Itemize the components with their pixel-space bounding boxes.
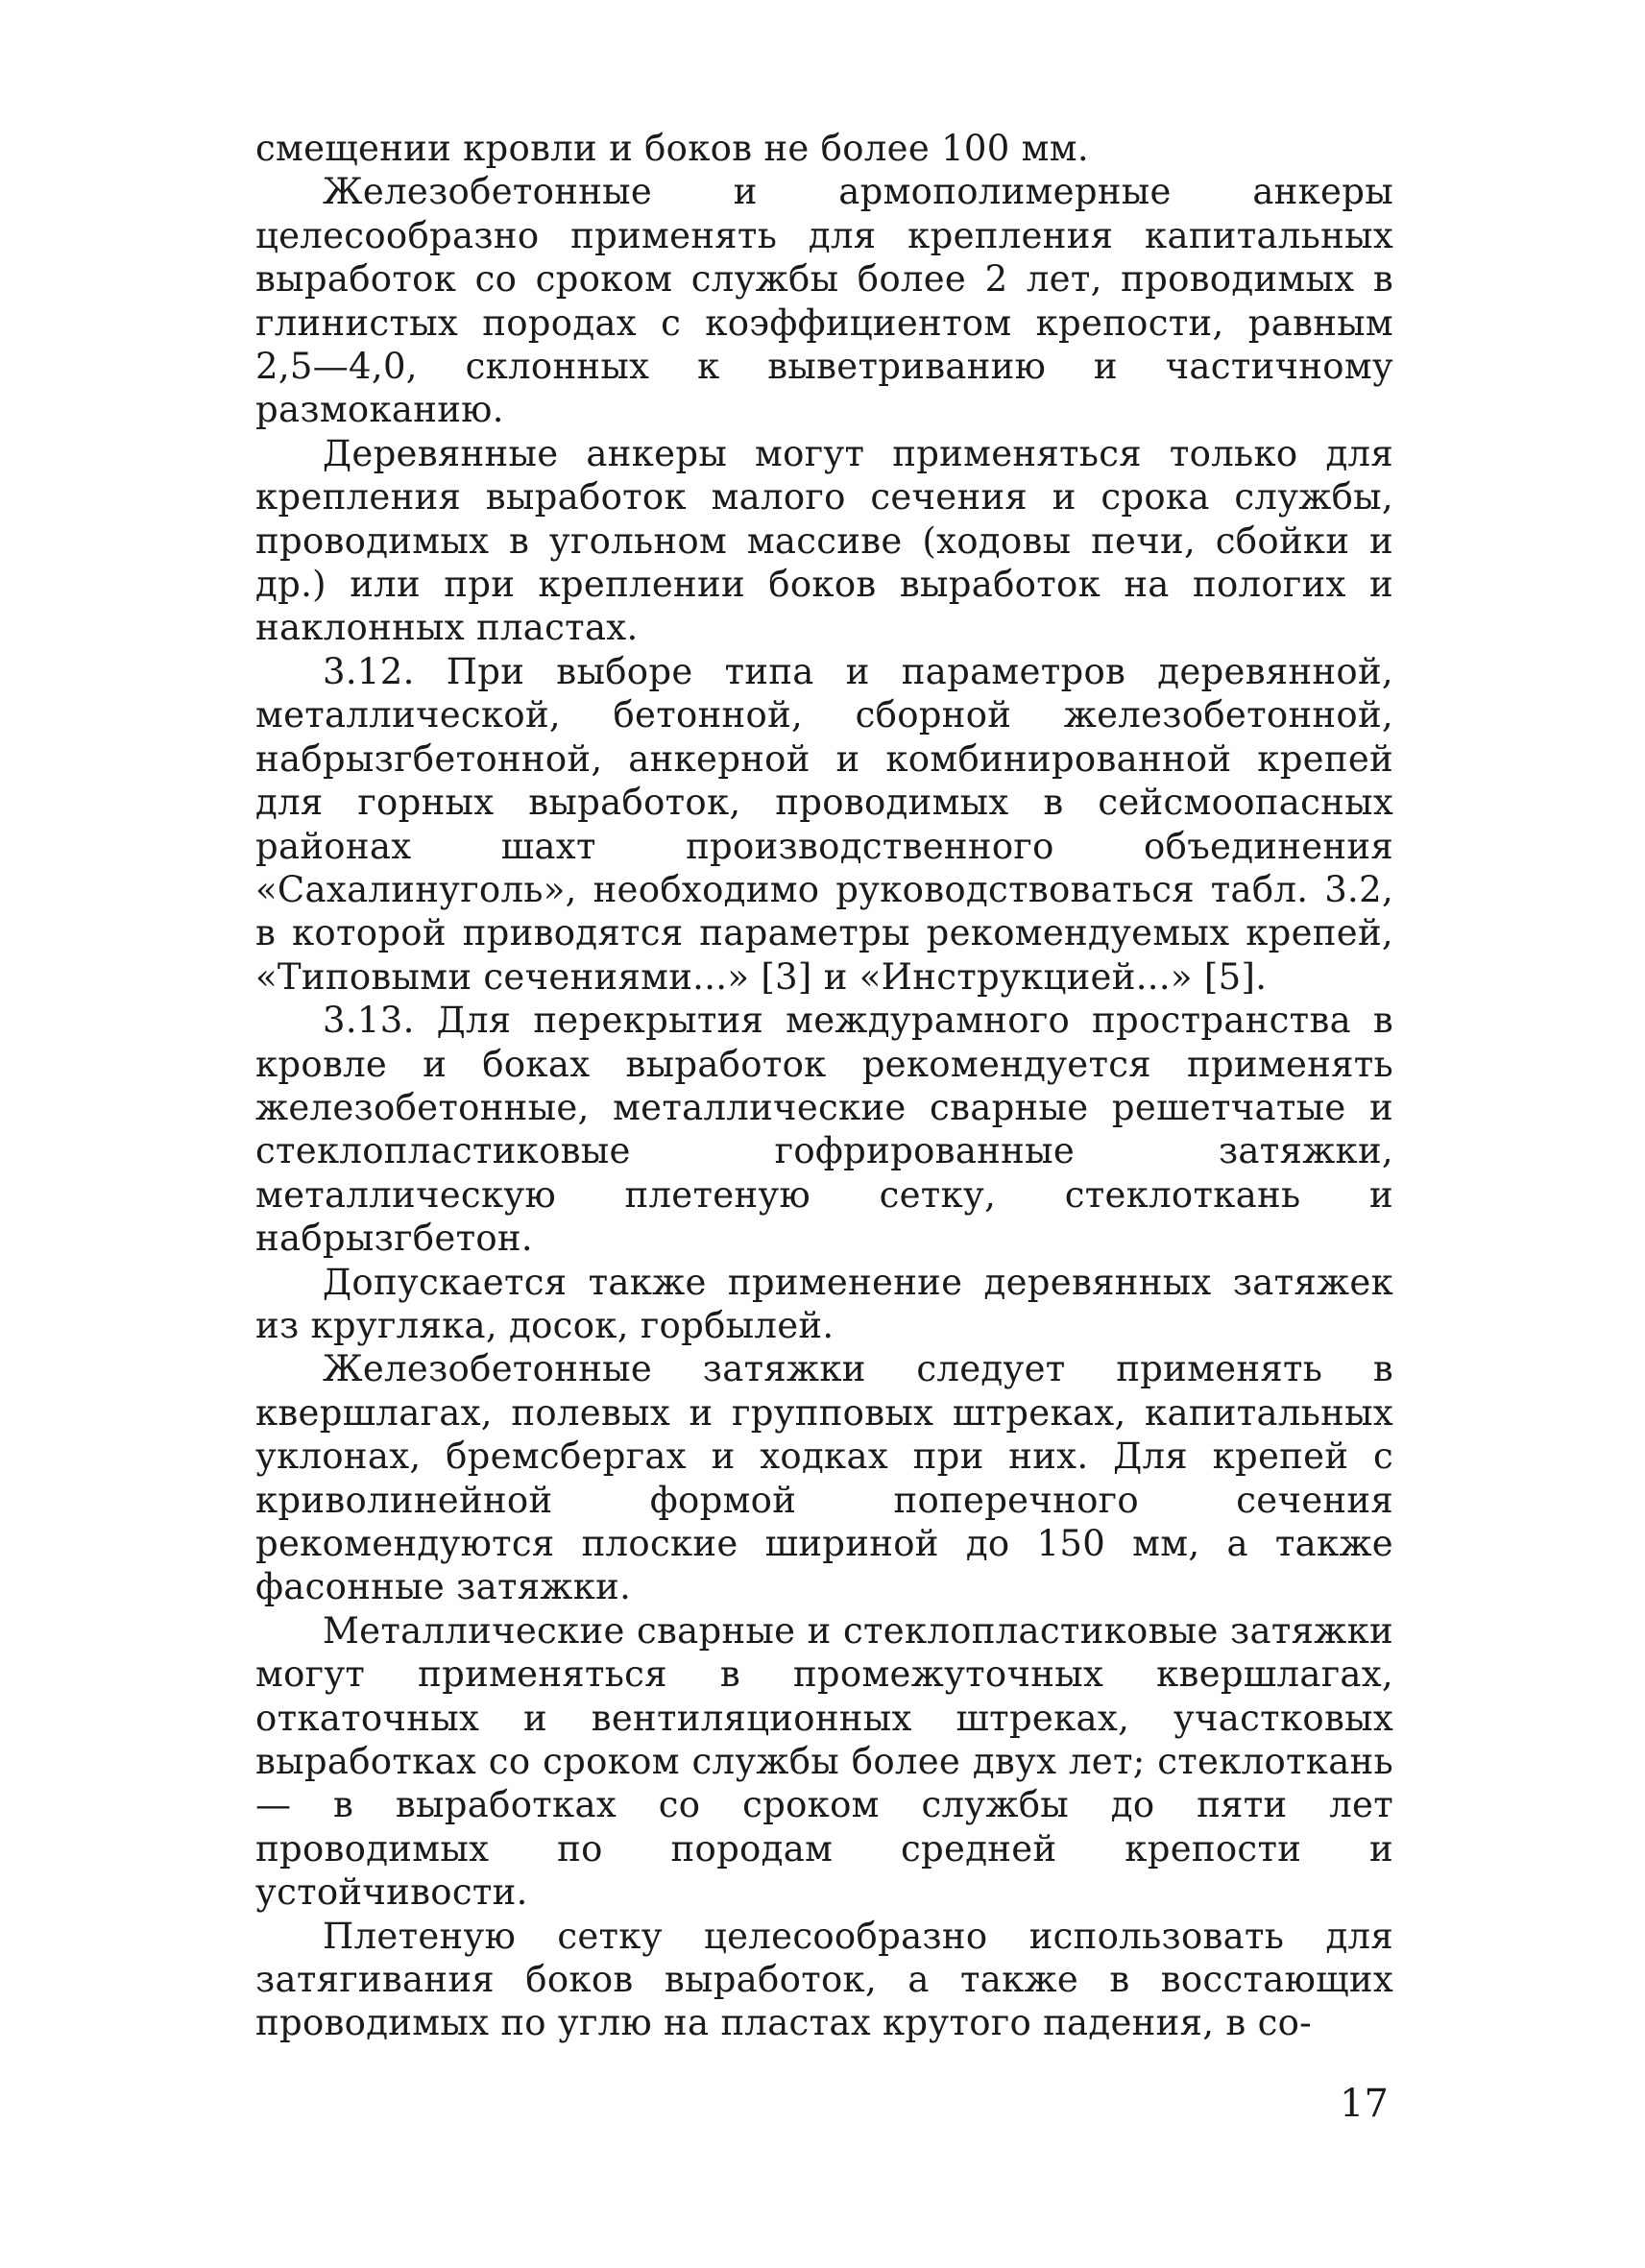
- paragraph-wooden-lagging: Допускается также применение деревянных затяжек из кругляка, досок, горбылей.: [255, 1261, 1393, 1346]
- paragraph-section-3-13: 3.13. Для перекрытия междурамного пространства в кровле и боках выработок рекомендуется применять железобетонные, металлические сварные решетчатые и стеклопластиковые гофрированные затяжки, металлическую плетеную сетку, стеклоткань и набрызгбетон.: [255, 1000, 1393, 1260]
- page-number: 17: [1340, 2082, 1389, 2126]
- paragraph-section-3-12: 3.12. При выборе типа и параметров деревянной, металлической, бетонной, сборной железобетонной, набрызгбетонной, анкерной и комбинированной крепей для горных выработок, проводимых в сейсмоопасных районах шахт производственного объединения «Сахалинуголь», необходимо руководствоваться табл. 3.2, в которой приводятся параметры рекомендуемых крепей, «Типовыми сечениями...» [3] и «Инструкцией...» [5].: [255, 650, 1393, 998]
- paragraph-wooden-anchors: Деревянные анкеры могут применяться только для крепления выработок малого сечения и срока службы, проводимых в угольном массиве (ходовы печи, сбойки и др.) или при креплении боков выработок на пологих и наклонных пластах.: [255, 432, 1393, 649]
- paragraph-concrete-lagging: Железобетонные затяжки следует применять в квершлагах, полевых и групповых штреках, капитальных уклонах, бремсбергах и ходках при них. Для крепей с криволинейной формой поперечного сечения рекомендуются плоские шириной до 150 мм, а также фасонные затяжки.: [255, 1348, 1393, 1608]
- paragraph-continuation: смещении кровли и боков не более 100 мм.: [255, 128, 1089, 169]
- paragraph-woven-mesh: Плетеную сетку целесообразно использовать для затягивания боков выработок, а также в восстающих проводимых по углю на пластах крутого падения, в со-: [255, 1915, 1393, 2044]
- paragraph-metal-lagging: Металлические сварные и стеклопластиковые затяжки могут применяться в промежуточных квершлагах, откаточных и вентиляционных штреках, участковых выработках со сроком службы более двух лет; стеклоткань — в выработках со сроком службы до пяти лет проводимых по породам средней крепости и устойчивости.: [255, 1609, 1393, 1914]
- paragraph-reinforced-anchors: Железобетонные и армополимерные анкеры целесообразно применять для крепления капитальных выработок со сроком службы более 2 лет, проводимых в глинистых породах с коэффициентом крепости, равным 2,5—4,0, склонных к выветриванию и частичному размоканию.: [255, 171, 1393, 431]
- page-body: [255, 127, 1393, 2045]
